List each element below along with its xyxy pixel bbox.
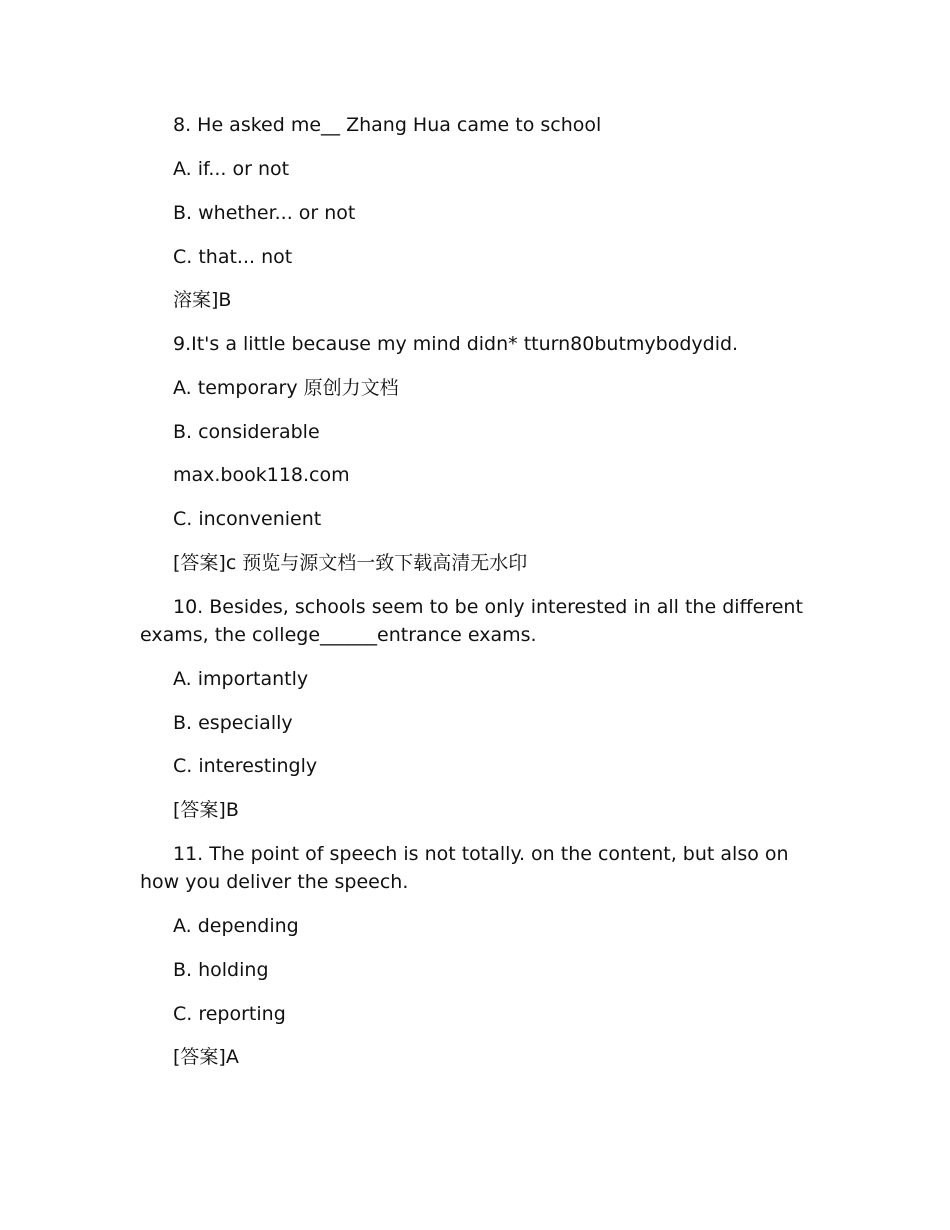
question-8-option-a: A. if... or not: [173, 158, 290, 180]
question-11-option-b: B. holding: [173, 959, 269, 981]
question-8-option-c: C. that... not: [173, 246, 293, 268]
question-9-stem: 9.It's a little because my mind didn* tturn80butmybodydid.: [173, 333, 739, 355]
question-10-option-c: C. interestingly: [173, 755, 318, 777]
question-8-answer: 溶案]B: [173, 289, 232, 311]
question-9-option-a: A. temporary 原创力文档: [173, 377, 399, 399]
question-9-answer: [答案]c 预览与源文档一致下载高清无水印: [173, 552, 528, 574]
question-8-stem: 8. He asked me__ Zhang Hua came to school: [173, 114, 602, 136]
question-8-option-b: B. whether... or not: [173, 202, 356, 224]
question-11-stem: 11. The point of speech is not totally. on the content, but also on how you deliver the speech.: [140, 843, 789, 893]
question-9-option-b: B. considerable: [173, 421, 320, 443]
question-11-option-a: A. depending: [173, 915, 299, 937]
question-10-stem: 10. Besides, schools seem to be only interested in all the different exams, the college______entrance exams.: [140, 596, 803, 646]
question-9-option-c: C. inconvenient: [173, 508, 322, 530]
question-11-option-c: C. reporting: [173, 1003, 286, 1025]
watermark-url-text: max.book118.com: [173, 464, 350, 486]
question-10-answer: [答案]B: [173, 799, 239, 821]
question-11-answer: [答案]A: [173, 1046, 239, 1068]
question-10-option-a: A. importantly: [173, 668, 309, 690]
question-10-option-b: B. especially: [173, 712, 293, 734]
